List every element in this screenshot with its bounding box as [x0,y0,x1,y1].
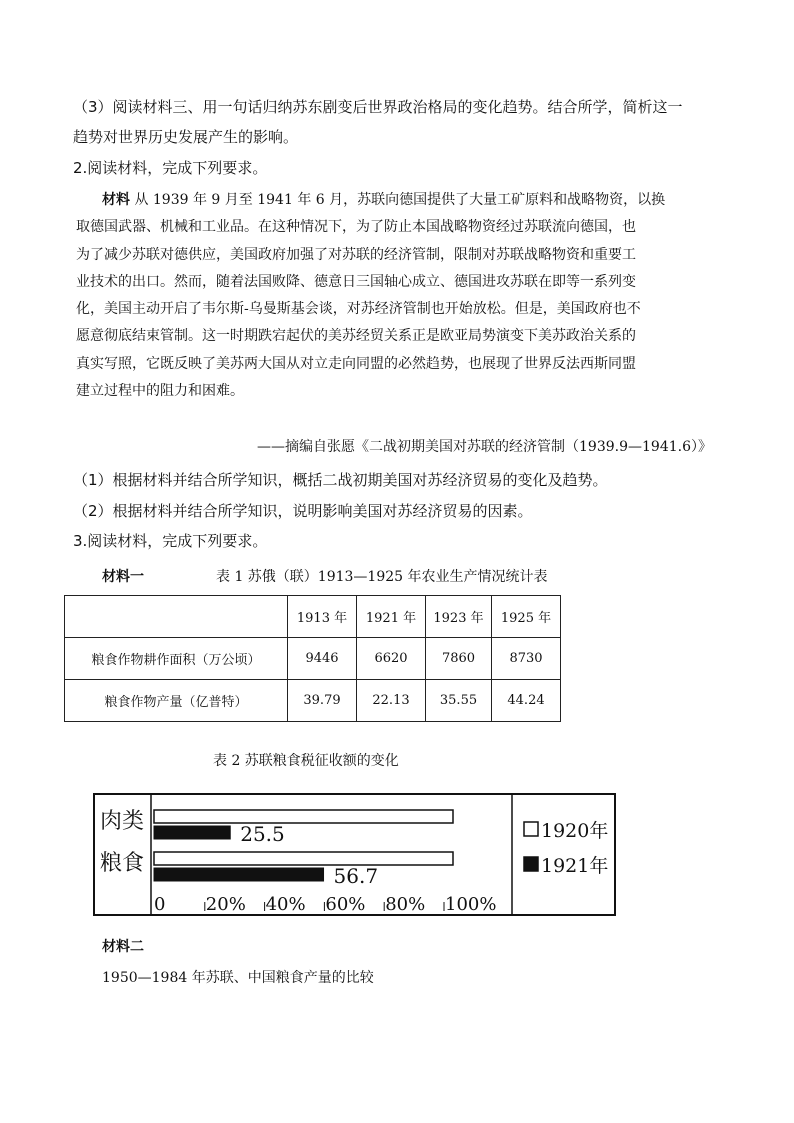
table1 [64,595,561,722]
table1-caption: 表 1 苏俄（联）1913—1925 年农业生产情况统计表 [216,569,548,585]
material-line-1 [102,187,712,214]
category-label: 粮食 [99,851,145,876]
material1-label: 材料一 [102,569,144,585]
table-cell: 22.13 [357,680,426,722]
q3-title: 3.阅读材料，完成下列要求。 [73,532,268,550]
x-tick-label: 60% [325,894,366,915]
material-line: 业技术的出口。然而，随着法国败降、德意日三国轴心成立、德国进攻苏联在即等一系列变 [76,273,636,290]
table-cell: 9446 [288,638,357,680]
table-cell: 39.79 [288,680,357,722]
bar-1920 [154,810,453,823]
table-row [65,638,561,680]
q3-part3-line1: （3）阅读材料三、用一句话归纳苏东剧变后世界政治格局的变化趋势。结合所学，简析这一 [73,98,683,116]
data-label: 25.5 [240,822,285,846]
q2-part2: （2）根据材料并结合所学知识，说明影响美国对苏经济贸易的因素。 [73,502,533,520]
x-tick-label: 80% [385,894,426,915]
x-tick-label: 0 [154,894,166,915]
table-cell: 6620 [357,638,426,680]
legend-swatch [524,857,538,871]
x-tick-label: 100% [445,894,497,915]
material-line: 为了减少苏联对德供应，美国政府加强了对苏联的经济管制，限制对苏联战略物资和重要工 [76,246,636,263]
material-text: 从 1939 年 9 月至 1941 年 6 月，苏联向德国提供了大量工矿原料和战略物资，以换 [134,192,666,208]
legend-swatch [524,822,538,836]
category-label: 肉类 [99,809,145,834]
table-header-cell: 1923 年 [426,596,492,638]
q2-material [76,187,712,405]
x-tick-label: 40% [265,894,306,915]
q2-title: 2.阅读材料，完成下列要求。 [73,159,268,177]
bar-1920 [154,852,453,865]
table-cell: 35.55 [426,680,492,722]
legend-label: 1921年 [541,855,609,877]
table-cell: 粮食作物产量（亿普特） [65,680,288,722]
bar-1921 [154,868,324,881]
table-header-cell: 1921 年 [357,596,426,638]
q2-part1: （1）根据材料并结合所学知识，概括二战初期美国对苏经济贸易的变化及趋势。 [73,471,608,489]
data-label: 56.7 [333,864,379,888]
chart-caption: 表 2 苏联粮食税征收额的变化 [213,753,399,769]
table-header-cell [65,596,288,638]
material-source: ——摘编自张愿《二战初期美国对苏联的经济管制（1939.9—1941.6）》 [257,439,712,455]
table-header-cell: 1925 年 [492,596,561,638]
legend-label: 1920年 [541,820,609,842]
material-line: 真实写照，它既反映了美苏两大国从对立走向同盟的必然趋势，也展现了世界反法西斯同盟 [76,355,636,372]
table-row [65,680,561,722]
material-label: 材料 [102,192,130,208]
material-line: 愿意彻底结束管制。这一时期跌宕起伏的美苏经贸关系正是欧亚局势演变下美苏政治关系的 [76,328,636,345]
q3-part3-line2: 趋势对世界历史发展产生的影响。 [73,128,299,146]
table-cell: 粮食作物耕作面积（万公顷） [65,638,288,680]
table-header-row [65,596,561,638]
table-cell: 8730 [492,638,561,680]
table-cell: 44.24 [492,680,561,722]
material-line: 化，美国主动开启了韦尔斯-乌曼斯基会谈，对苏经济管制也开始放松。但是，美国政府也不 [76,301,641,318]
bar-1921 [154,826,230,839]
material2-text: 1950—1984 年苏联、中国粮食产量的比较 [102,970,374,986]
material-line: 建立过程中的阻力和困难。 [76,383,244,400]
grain-tax-chart [92,792,632,920]
table-cell: 7860 [426,638,492,680]
material-line: 取德国武器、机械和工业品。在这种情况下，为了防止本国战略物资经过苏联流向德国，也 [76,219,636,236]
table-header-cell: 1913 年 [288,596,357,638]
x-tick-label: 20% [205,894,246,915]
material2-label: 材料二 [102,939,144,955]
